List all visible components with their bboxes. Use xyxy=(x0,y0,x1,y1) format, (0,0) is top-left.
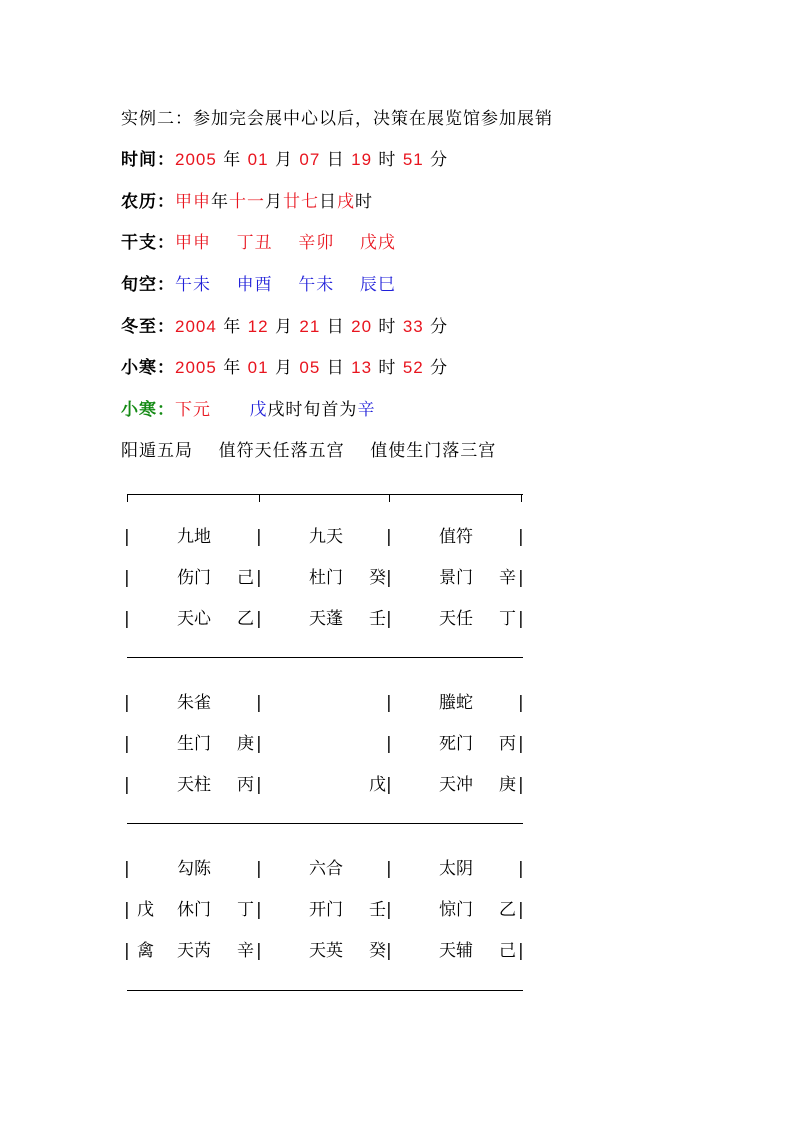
grid-bar: | xyxy=(256,527,262,547)
palace-8-door: 开门 xyxy=(309,900,343,920)
grid-bar: | xyxy=(386,693,392,713)
palace-8-star: 天英 xyxy=(309,941,343,961)
grid-bar: | xyxy=(124,609,130,629)
time-line: 时间：2005 年 01 月 07 日 19 时 51 分 xyxy=(121,150,449,170)
xunkong-line: 旬空：午未 申酉 午未 辰巳 xyxy=(121,275,396,295)
palace-1-door: 伤门 xyxy=(177,568,211,588)
grid-bar: | xyxy=(256,609,262,629)
time-minute: 51 xyxy=(402,150,424,169)
palace-3-star: 天任 xyxy=(439,609,473,629)
grid-bar: | xyxy=(518,527,524,547)
dongzhi-line: 冬至：2004 年 12 月 21 日 20 时 33 分 xyxy=(121,317,449,337)
palace-2-door: 杜门 xyxy=(309,568,343,588)
grid-bar: | xyxy=(518,609,524,629)
palace-7-deity: 勾陈 xyxy=(177,859,211,879)
grid-bar: | xyxy=(256,568,262,588)
time-hour: 19 xyxy=(351,150,373,169)
palace-4-star: 天柱 xyxy=(177,775,211,795)
dongzhi-label: 冬至： xyxy=(121,317,175,337)
ju-line: 阳遁五局 值符天任落五宫 值使生门落三宫 xyxy=(121,441,497,461)
qimen-palace-grid xyxy=(124,490,524,994)
ganzhi-line: 干支：甲申 丁丑 辛卯 戊戌 xyxy=(121,233,396,253)
grid-bar: | xyxy=(124,527,130,547)
grid-bar: | xyxy=(386,775,392,795)
palace-2-deity: 九天 xyxy=(309,527,343,547)
lunar-label: 农历： xyxy=(121,192,175,212)
palace-3-door-stem: 辛 xyxy=(499,568,516,588)
grid-bar: | xyxy=(518,775,524,795)
palace-9-star: 天辅 xyxy=(439,941,473,961)
palace-4-star-stem: 丙 xyxy=(237,775,254,795)
xunkong-label: 旬空： xyxy=(121,275,175,295)
grid-bar: | xyxy=(518,900,524,920)
xiaohan-line: 小寒：2005 年 01 月 05 日 13 时 52 分 xyxy=(121,358,449,378)
grid-bar: | xyxy=(124,775,130,795)
palace-6-door-stem: 丙 xyxy=(499,734,516,754)
palace-7-door: 休门 xyxy=(177,900,211,920)
grid-bar: | xyxy=(386,609,392,629)
grid-bar: | xyxy=(124,859,130,879)
palace-1-deity: 九地 xyxy=(177,527,211,547)
grid-bar: | xyxy=(124,900,130,920)
palace-4-deity: 朱雀 xyxy=(177,693,211,713)
palace-9-door-stem: 乙 xyxy=(499,900,516,920)
palace-1-door-stem: 己 xyxy=(237,568,254,588)
time-year: 2005 xyxy=(175,150,217,169)
example-title: 实例二：参加完会展中心以后，决策在展览馆参加展销 xyxy=(121,109,553,129)
grid-bar: | xyxy=(124,941,130,961)
time-month: 01 xyxy=(247,150,269,169)
palace-1-star: 天心 xyxy=(177,609,211,629)
grid-bar: | xyxy=(518,568,524,588)
grid-bar: | xyxy=(256,734,262,754)
grid-bar: | xyxy=(518,941,524,961)
palace-2-door-stem: 癸 xyxy=(369,568,386,588)
yuan-line: 小寒：下元 戊戌时旬首为辛 xyxy=(121,400,376,420)
time-label: 时间： xyxy=(121,150,175,170)
grid-bar: | xyxy=(124,693,130,713)
grid-bar: | xyxy=(518,859,524,879)
palace-6-star: 天冲 xyxy=(439,775,473,795)
palace-7-door-stem: 丁 xyxy=(237,900,254,920)
palace-5-star-stem: 戊 xyxy=(369,775,386,795)
ganzhi-label: 干支： xyxy=(121,233,175,253)
palace-8-deity: 六合 xyxy=(309,859,343,879)
palace-3-door: 景门 xyxy=(439,568,473,588)
palace-7-extra-stem: 戊 xyxy=(137,900,154,920)
palace-9-deity: 太阴 xyxy=(439,859,473,879)
grid-bar: | xyxy=(386,900,392,920)
grid-bar: | xyxy=(256,859,262,879)
lunar-line: 农历：甲申年十一月廿七日戌时 xyxy=(121,192,373,212)
palace-9-star-stem: 己 xyxy=(499,941,516,961)
palace-3-deity: 值符 xyxy=(439,527,473,547)
palace-2-star-stem: 壬 xyxy=(369,609,386,629)
palace-8-star-stem: 癸 xyxy=(369,941,386,961)
palace-4-door-stem: 庚 xyxy=(237,734,254,754)
grid-bar: | xyxy=(386,568,392,588)
palace-4-door: 生门 xyxy=(177,734,211,754)
palace-7-star: 天芮 xyxy=(177,941,211,961)
grid-bar: | xyxy=(386,859,392,879)
palace-7-extra-star: 禽 xyxy=(137,941,154,961)
palace-1-star-stem: 乙 xyxy=(237,609,254,629)
yuan-label: 小寒： xyxy=(121,400,175,420)
grid-bar: | xyxy=(124,568,130,588)
palace-6-deity: 螣蛇 xyxy=(439,693,473,713)
palace-8-door-stem: 壬 xyxy=(369,900,386,920)
palace-7-star-stem: 辛 xyxy=(237,941,254,961)
palace-2-star: 天蓬 xyxy=(309,609,343,629)
grid-bar: | xyxy=(386,734,392,754)
grid-bar: | xyxy=(256,900,262,920)
grid-bar: | xyxy=(124,734,130,754)
time-day: 07 xyxy=(299,150,321,169)
grid-bar: | xyxy=(386,527,392,547)
palace-6-star-stem: 庚 xyxy=(499,775,516,795)
grid-bar: | xyxy=(518,693,524,713)
palace-6-door: 死门 xyxy=(439,734,473,754)
palace-9-door: 惊门 xyxy=(439,900,473,920)
grid-bar: | xyxy=(386,941,392,961)
grid-bar: | xyxy=(256,693,262,713)
xiaohan-label: 小寒： xyxy=(121,358,175,378)
grid-bar: | xyxy=(256,941,262,961)
grid-bar: | xyxy=(256,775,262,795)
grid-bar: | xyxy=(518,734,524,754)
palace-3-star-stem: 丁 xyxy=(499,609,516,629)
